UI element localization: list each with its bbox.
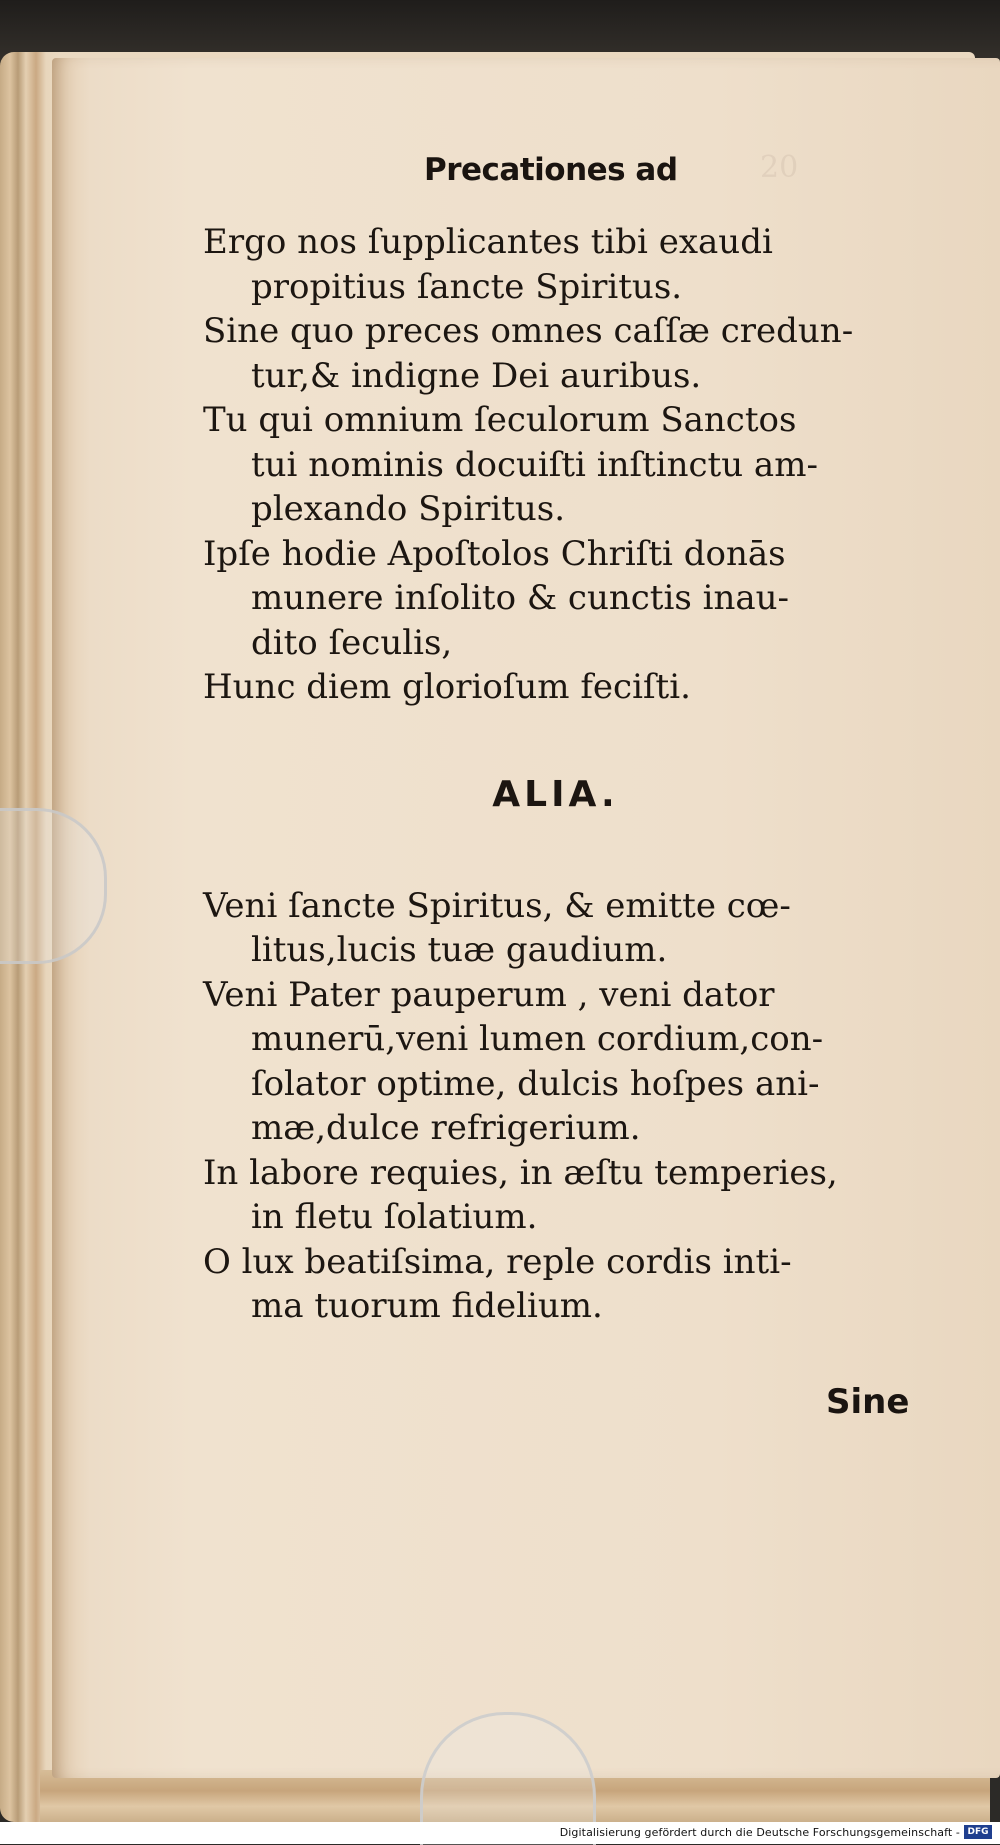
catchword: Sine [826,1382,910,1422]
running-head: Precationes ad [424,152,678,188]
text-line: Tu qui omnium ſeculorum Sanctos [203,400,797,440]
text-line: O lux beatiſsima, reple cordis inti- [203,1241,792,1282]
text-line: In labore requies, in æſtu temperies, [203,1152,838,1193]
text-line: Veni Pater pauperum , veni dator [203,974,775,1015]
text-line: ſolator optime, dulcis hoſpes ani- [251,1063,820,1104]
text-line: munerū,veni lumen cordium,con- [251,1019,824,1059]
text-line: Ipſe hodie Apoſtolos Chriſti donās [203,533,786,574]
text-line: Veni ſancte Spiritus, & emitte cœ- [203,885,791,926]
verses-block-2 [203,884,918,1329]
text-line: Ergo nos ſupplicantes tibi exaudi [203,222,773,262]
text-line: munere inſolito & cunctis inau- [251,578,790,618]
text-line: Hunc diem glorioſum feciſti. [203,667,691,707]
text-line: plexando Spiritus. [251,489,566,529]
page-body [203,220,918,1329]
text-line: tur,& indigne Dei auribus. [251,355,702,396]
section-heading: ALIA. [492,773,619,815]
text-line: mæ,dulce refrigerium. [251,1108,641,1148]
text-line: litus,lucis tuæ gaudium. [251,930,668,970]
dfg-logo: DFG [964,1825,992,1839]
text-line: Sine quo preces omnes caſſæ credun- [203,311,854,351]
text-line: in fletu ſolatium. [251,1197,538,1237]
digitization-credit: Digitalisierung gefördert durch die Deutsche Forschungsgemeinschaft - [559,1826,960,1839]
text-line: ma tuorum fidelium. [251,1286,603,1326]
text-line: tui nominis docuiſti inſtinctu am- [251,444,818,485]
text-line: dito ſeculis, [251,622,453,663]
verses-block-1 [203,220,918,710]
show-through-text: 20 [760,150,799,185]
text-line: propitius ſancte Spiritus. [251,266,683,307]
